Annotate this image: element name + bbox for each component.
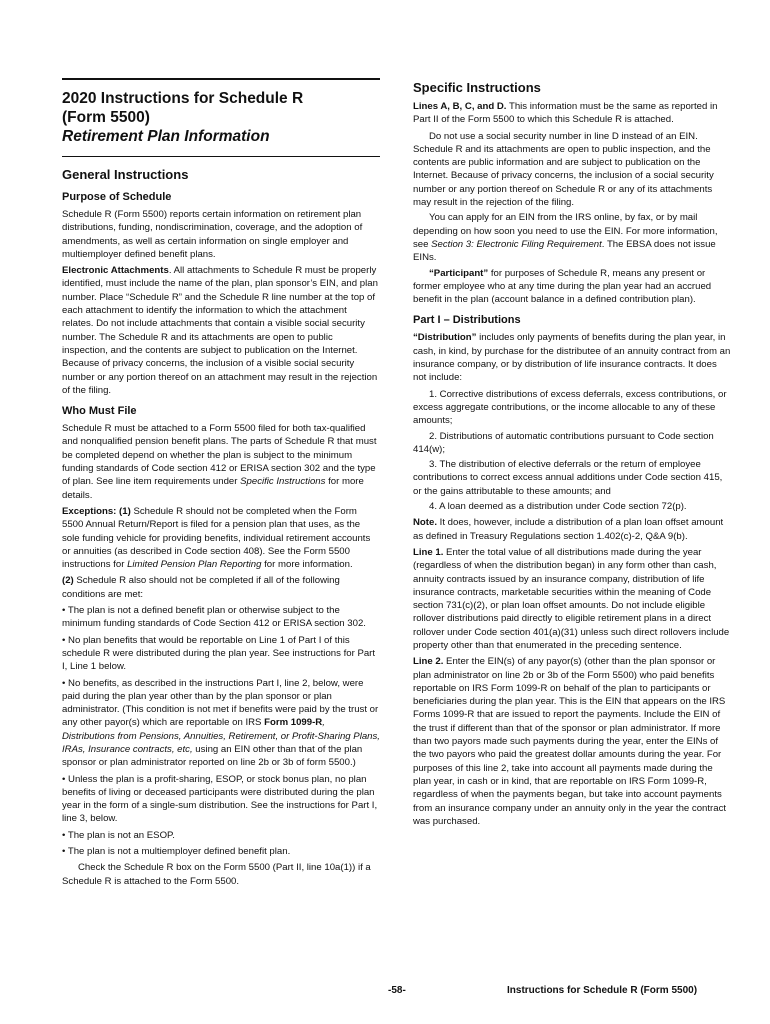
electronic-attachments-paragraph	[62, 264, 380, 397]
condition-bullet	[62, 677, 380, 770]
electronic-attachments-label: Electronic Attachments	[62, 265, 169, 277]
condition-2-number: (2)	[62, 575, 74, 587]
purpose-paragraph: Schedule R (Form 5500) reports certain information on retirement plan distributions, funding, nondiscrimination, coverage, and the adoption of amendments, as well as certain information on single employer and multiemployer defined benefit plans.	[62, 209, 363, 260]
title-bottom-rule	[62, 156, 380, 157]
bullet3-text-a: • No benefits, as described in the instructions Part I, line 2, below, were paid during the plan year other than by the plan sponsor or plan administrator. (This condition is not met if benefits were paid by the trust or any other payor(s) which are reportable on IRS	[62, 677, 379, 729]
page-title	[62, 89, 380, 146]
bullet3-text-b: using an EIN other than that of the plan sponsor or plan administrator reported on line 2b or 3b of form 5500.)	[62, 743, 363, 769]
check-box-paragraph: Check the Schedule R box on the Form 5500 (Part II, line 10a(1)) if a Schedule R is attached to the Form 5500.	[62, 862, 371, 887]
general-instructions-heading: General Instructions	[62, 167, 189, 182]
lines-abcd-label: Lines A, B, C, and D.	[413, 101, 507, 112]
lines-abcd-paragraph	[413, 100, 731, 127]
ein-text-a: You can apply for an EIN from the IRS online, by fax, or by mail depending on how soon you need to use the EIN. For more information, see	[413, 212, 718, 250]
who-text-a: Schedule R must be attached to a Form 5500 filed for both tax-qualified and nonqualified pension benefit plans. The parts of Schedule R that must be completed depend on whether the plan is subject to the minimum funding standards of Code section 412 or ERISA section 302 and the type of plan. See line item requirements under	[62, 423, 377, 488]
title-line-2: (Form 5500)	[62, 109, 150, 126]
who-text-italic: Specific Instructions	[240, 476, 326, 488]
part-1-heading: Part I – Distributions	[413, 314, 521, 327]
note-text: It does, however, include a distribution of a plan loan offset amount as defined in Treasury Regulations section 1.402(c)-2, Q&A 9(b).	[413, 517, 724, 542]
condition-bullet: • The plan is not an ESOP.	[62, 829, 175, 841]
distribution-paragraph	[413, 331, 731, 384]
list-item: 4. A loan deemed as a distribution under Code section 72(p).	[429, 501, 687, 513]
condition-bullet: • The plan is not a defined benefit plan or otherwise subject to the minimum funding standards of Code Section 412 or ERISA section 302.	[62, 605, 366, 630]
line-2-label: Line 2.	[413, 656, 444, 668]
condition-bullet: • The plan is not a multiemployer defined benefit plan.	[62, 846, 291, 858]
ein-paragraph	[413, 211, 731, 264]
ssn-paragraph: Do not use a social security number in line D instead of an EIN. Schedule R and its attachments are open to public inspection, and the contents are public information and are subject to publication on the Internet. Because of privacy concerns, the inclusion of a social security number or any portion thereof on Schedule R or any of its attachments may result in the rejection of the filing.	[413, 130, 714, 209]
condition-bullet: • Unless the plan is a profit-sharing, ESOP, or stock bonus plan, no plan benefits of living or deceased participants were distributed during the plan year in the form of a single-sum distribution. See the instructions for Part I, line 3, below.	[62, 773, 378, 825]
who-text-b: for more details.	[62, 476, 364, 501]
title-line-3: Retirement Plan Information	[62, 128, 270, 145]
line-2-paragraph	[413, 655, 731, 828]
condition-bullet: • No plan benefits that would be reportable on Line 1 of Part I of this schedule R were distributed during the plan year. See instructions for Part I, Line 1 below.	[62, 634, 376, 673]
participant-paragraph	[413, 267, 731, 307]
line-2-text: Enter the EIN(s) of any payor(s) (other than the plan sponsor or plan administrator on line 2b or 3b of the Form 5500) who paid benefits reportable on IRS Form 1099-R on behalf of the plan to participants or beneficiaries during the plan year. This is the EIN that appears on the IRS Forms 1099-R that are issued to report the payments. Include the EIN of the trust if different than that of the sponsor or plan administrator. If more than two payors made such payments during the year, enter the EINs of the two payors who paid the greatest dollar amounts during the year. For purposes of this line 2, take into account all payments made during the plan year, in cash or in kind, that are reportable on IRS Form 1099-R, regardless of when the payments began, but take into account payments from an insurance company under an annuity only in the year the contract was purchased.	[413, 656, 727, 827]
list-item: 3. The distribution of elective deferrals or the return of employee contributions to correct excess annual additions under Code section 415, or the gains attributable to these amounts; and	[413, 459, 723, 497]
participant-label: “Participant”	[429, 267, 489, 279]
bullet3-italic: , Distributions from Pensions, Annuities, Retirement, or Profit-Sharing Plans, IRAs, Insurance contracts, etc,	[62, 717, 380, 755]
specific-instructions-heading: Specific Instructions	[413, 80, 541, 95]
exceptions-text-b: for more information.	[261, 559, 353, 571]
footer-document-title: Instructions for Schedule R (Form 5500)	[507, 985, 698, 996]
note-paragraph	[413, 516, 731, 543]
ein-text-b: . The EBSA does not issue EINs.	[413, 238, 716, 264]
condition-2-text: Schedule R also should not be completed if all of the following conditions are met:	[62, 575, 340, 600]
participant-text: for purposes of Schedule R, means any present or former employee who at any time during the plan year had an accrued benefit in the plan (account balance in a defined contribution plan).	[413, 267, 712, 306]
bullet3-bold: Form 1099-R	[264, 717, 323, 729]
exceptions-paragraph	[62, 505, 380, 571]
list-item: 2. Distributions of automatic contributions pursuant to Code section 414(w);	[413, 430, 714, 455]
purpose-heading: Purpose of Schedule	[62, 191, 172, 203]
left-column	[62, 78, 380, 890]
right-column	[413, 80, 731, 831]
who-must-file-paragraph	[62, 422, 380, 502]
exceptions-number: (1)	[116, 505, 131, 517]
exceptions-italic: Limited Pension Plan Reporting	[127, 559, 262, 571]
distribution-label: “Distribution”	[413, 332, 477, 344]
electronic-attachments-text: . All attachments to Schedule R must be properly identified, must include the name of the plan, plan sponsor’s EIN, and plan number. Place “Schedule R” and the Schedule R line number at the top of each attachment to identify the information to which the attachment relates. Do not include attachments that contain a visible social security number. The Schedule R and its attachments are open to public inspection, and the contents are subject to publication on the Internet. Because of privacy concerns, the inclusion of a visible social security number or any portion thereof on an attachment may result in the rejection of the filing.	[62, 265, 378, 396]
who-must-file-heading: Who Must File	[62, 405, 137, 418]
line-1-label: Line 1.	[413, 546, 444, 558]
ein-italic: Section 3: Electronic Filing Requirement	[431, 238, 602, 250]
distribution-text: includes only payments of benefits during the plan year, in cash, in kind, by purchase for the distributee of an annuity contract from an insurance company, or by distribution of life insurance contracts. It does not include:	[413, 332, 731, 384]
title-line-1: 2020 Instructions for Schedule R	[62, 90, 304, 107]
line-1-paragraph	[413, 546, 731, 652]
line-1-text: Enter the total value of all distributions made during the year (regardless of when the distribution began) in any form other than cash, annuity contracts issued by an insurance company, distribution of life insurance contracts, marketable securities within the meaning of Code section 731(c)(2), or plan loan offset amounts. Do not include eligible rollover distributions paid directly to eligible retirement plans in a direct rollover under Code section 401(a)(31) unless such direct rollovers include property other than that enumerated in the preceding sentence.	[413, 546, 730, 651]
title-top-rule	[62, 78, 380, 80]
condition-2-paragraph	[62, 574, 380, 601]
lines-abcd-text: This information must be the same as reported in Part II of the Form 5500 to which this Schedule R is attached.	[413, 101, 718, 126]
list-item: 1. Corrective distributions of excess deferrals, excess contributions, or excess aggregate contributions, or the income allocable to any of these amounts;	[413, 388, 727, 427]
page-number: -58-	[388, 985, 406, 996]
exceptions-text-a: Schedule R should not be completed when the Form 5500 Annual Return/Report is filed for a pension plan that uses, as the sole funding vehicle for providing benefits, individual retirement accounts or annuities (as described in Code section 408). See the Form 5500 instructions for	[62, 505, 371, 571]
exceptions-label: Exceptions:	[62, 505, 117, 517]
note-label: Note.	[413, 517, 437, 529]
